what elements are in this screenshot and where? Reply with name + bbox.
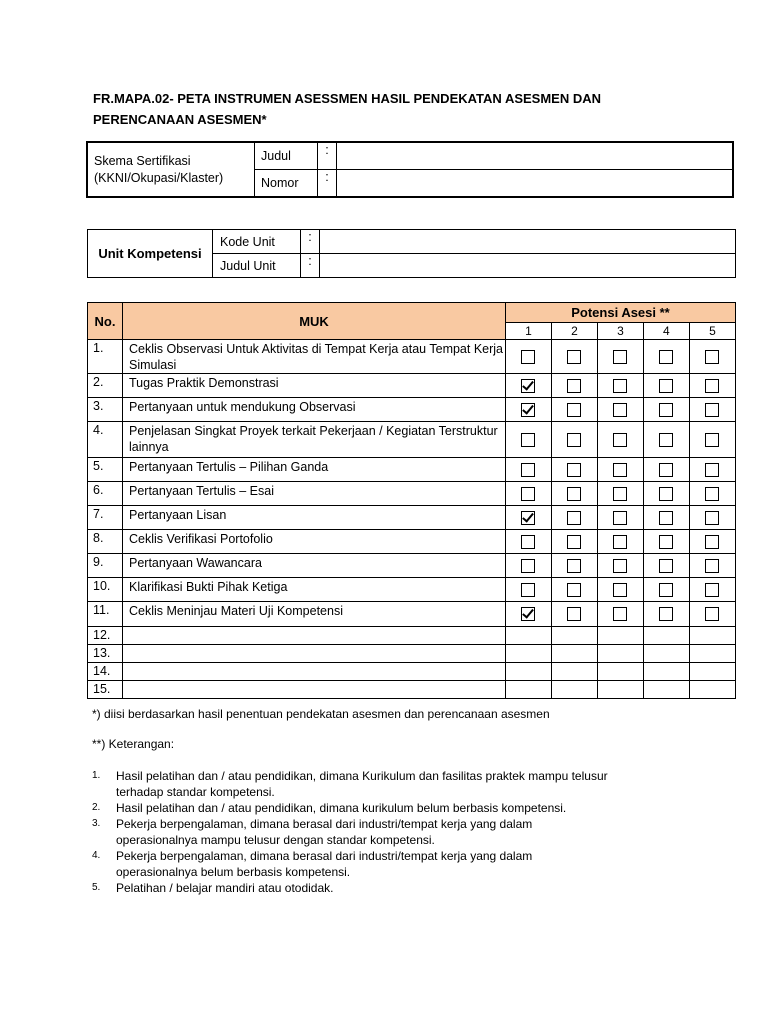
potensi-checkbox-1[interactable] bbox=[521, 433, 535, 447]
potensi-checkbox-3[interactable] bbox=[613, 559, 627, 573]
row-number: 9. bbox=[88, 554, 123, 578]
potensi-cell bbox=[689, 645, 735, 663]
row-muk bbox=[123, 627, 506, 645]
row-number: 6. bbox=[88, 482, 123, 506]
potensi-checkbox-4[interactable] bbox=[659, 511, 673, 525]
row-muk: Ceklis Observasi Untuk Aktivitas di Tempat Kerja atau Tempat Kerja Simulasi bbox=[123, 340, 506, 374]
table-row bbox=[88, 554, 736, 578]
potensi-checkbox-2[interactable] bbox=[567, 559, 581, 573]
keterangan-text bbox=[116, 848, 532, 880]
potensi-checkbox-5[interactable] bbox=[705, 403, 719, 417]
potensi-cell bbox=[506, 374, 552, 398]
row-muk bbox=[123, 681, 506, 699]
potensi-cell bbox=[551, 663, 597, 681]
potensi-checkbox-1[interactable] bbox=[521, 511, 535, 525]
col-muk-header: MUK bbox=[123, 303, 506, 340]
potensi-cell bbox=[551, 506, 597, 530]
keterangan-text bbox=[116, 800, 566, 816]
row-muk: Pertanyaan Lisan bbox=[123, 506, 506, 530]
table-row bbox=[88, 398, 736, 422]
potensi-cell bbox=[643, 578, 689, 602]
potensi-checkbox-2[interactable] bbox=[567, 379, 581, 393]
judul-unit-colon: : bbox=[301, 254, 320, 278]
table-row bbox=[88, 627, 736, 645]
potensi-cell bbox=[506, 554, 552, 578]
keterangan-line1: Hasil pelatihan dan / atau pendidikan, dimana kurikulum belum berbasis kompetensi. bbox=[116, 801, 567, 815]
potensi-checkbox-5[interactable] bbox=[705, 487, 719, 501]
potensi-checkbox-1[interactable] bbox=[521, 403, 535, 417]
potensi-checkbox-1[interactable] bbox=[521, 559, 535, 573]
potensi-cell bbox=[643, 482, 689, 506]
judul-colon: : bbox=[318, 142, 337, 170]
potensi-cell bbox=[597, 627, 643, 645]
potensi-cell bbox=[597, 530, 643, 554]
row-muk: Pertanyaan Tertulis – Esai bbox=[123, 482, 506, 506]
judul-field[interactable] bbox=[337, 142, 734, 170]
potensi-checkbox-4[interactable] bbox=[659, 583, 673, 597]
potensi-checkbox-5[interactable] bbox=[705, 379, 719, 393]
potensi-checkbox-2[interactable] bbox=[567, 433, 581, 447]
form-title bbox=[93, 88, 653, 130]
potensi-cell bbox=[643, 506, 689, 530]
potensi-cell bbox=[689, 340, 735, 374]
potensi-checkbox-4[interactable] bbox=[659, 559, 673, 573]
keterangan-text bbox=[116, 768, 608, 800]
row-number: 2. bbox=[88, 374, 123, 398]
potensi-checkbox-4[interactable] bbox=[659, 463, 673, 477]
potensi-cell bbox=[643, 554, 689, 578]
keterangan-line1: Pelatihan / belajar mandiri atau otodidak. bbox=[116, 881, 334, 895]
potensi-cell bbox=[689, 554, 735, 578]
table-row bbox=[88, 578, 736, 602]
form-title-line2: PERENCANAAN ASESMEN* bbox=[93, 112, 267, 127]
schema-label bbox=[87, 142, 255, 197]
potensi-checkbox-4[interactable] bbox=[659, 607, 673, 621]
schema-label-line2: (KKNI/Okupasi/Klaster) bbox=[94, 170, 224, 185]
potensi-cell bbox=[551, 530, 597, 554]
keterangan-item bbox=[92, 800, 692, 816]
potensi-checkbox-2[interactable] bbox=[567, 535, 581, 549]
potensi-cell bbox=[689, 482, 735, 506]
keterangan-item bbox=[92, 848, 692, 880]
keterangan-line1: Hasil pelatihan dan / atau pendidikan, dimana Kurikulum dan fasilitas praktek mampu telusur bbox=[116, 769, 608, 783]
potensi-cell bbox=[643, 458, 689, 482]
row-muk: Tugas Praktik Demonstrasi bbox=[123, 374, 506, 398]
table-row bbox=[88, 374, 736, 398]
table-row bbox=[88, 663, 736, 681]
potensi-cell bbox=[551, 340, 597, 374]
potensi-checkbox-2[interactable] bbox=[567, 350, 581, 364]
row-number: 13. bbox=[88, 645, 123, 663]
table-row bbox=[88, 506, 736, 530]
potensi-cell bbox=[551, 422, 597, 458]
potensi-checkbox-3[interactable] bbox=[613, 379, 627, 393]
row-muk: Pertanyaan untuk mendukung Observasi bbox=[123, 398, 506, 422]
muk-table bbox=[87, 302, 736, 699]
potensi-checkbox-3[interactable] bbox=[613, 403, 627, 417]
nomor-label: Nomor bbox=[255, 170, 318, 198]
potensi-checkbox-5[interactable] bbox=[705, 350, 719, 364]
potensi-cell bbox=[597, 374, 643, 398]
row-number: 8. bbox=[88, 530, 123, 554]
potensi-cell bbox=[551, 398, 597, 422]
potensi-cell bbox=[689, 374, 735, 398]
potensi-cell bbox=[689, 398, 735, 422]
nomor-field[interactable] bbox=[337, 170, 734, 198]
judul-label: Judul bbox=[255, 142, 318, 170]
potensi-checkbox-4[interactable] bbox=[659, 487, 673, 501]
row-number: 11. bbox=[88, 602, 123, 627]
potensi-cell bbox=[506, 602, 552, 627]
potensi-cell bbox=[689, 663, 735, 681]
potensi-cell bbox=[506, 458, 552, 482]
potensi-cell bbox=[597, 578, 643, 602]
row-number: 14. bbox=[88, 663, 123, 681]
keterangan-text bbox=[116, 816, 532, 848]
potensi-checkbox-2[interactable] bbox=[567, 487, 581, 501]
potensi-cell bbox=[643, 627, 689, 645]
potensi-checkbox-1[interactable] bbox=[521, 583, 535, 597]
potensi-cell bbox=[506, 482, 552, 506]
potensi-cell bbox=[506, 663, 552, 681]
potensi-cell bbox=[643, 530, 689, 554]
potensi-checkbox-1[interactable] bbox=[521, 463, 535, 477]
potensi-cell bbox=[506, 578, 552, 602]
potensi-checkbox-4[interactable] bbox=[659, 350, 673, 364]
judul-unit-label: Judul Unit bbox=[213, 254, 301, 278]
level-header-3: 3 bbox=[597, 323, 643, 340]
level-header-5: 5 bbox=[689, 323, 735, 340]
potensi-checkbox-3[interactable] bbox=[613, 583, 627, 597]
potensi-cell bbox=[597, 554, 643, 578]
form-title-line1: FR.MAPA.02- PETA INSTRUMEN ASESSMEN HASIL PENDEKATAN ASESMEN DAN bbox=[93, 91, 602, 106]
potensi-cell bbox=[551, 374, 597, 398]
level-header-4: 4 bbox=[643, 323, 689, 340]
potensi-checkbox-2[interactable] bbox=[567, 583, 581, 597]
potensi-checkbox-5[interactable] bbox=[705, 583, 719, 597]
potensi-checkbox-1[interactable] bbox=[521, 487, 535, 501]
keterangan-line1: Pekerja berpengalaman, dimana berasal dari industri/tempat kerja yang dalam bbox=[116, 817, 533, 831]
potensi-cell bbox=[643, 663, 689, 681]
potensi-cell bbox=[597, 663, 643, 681]
row-number: 1. bbox=[88, 340, 123, 374]
potensi-checkbox-1[interactable] bbox=[521, 607, 535, 621]
table-row bbox=[88, 681, 736, 699]
potensi-cell bbox=[643, 398, 689, 422]
table-row bbox=[88, 645, 736, 663]
keterangan-number: 1. bbox=[92, 770, 101, 781]
potensi-cell bbox=[506, 422, 552, 458]
col-no-header: No. bbox=[88, 303, 123, 340]
potensi-checkbox-3[interactable] bbox=[613, 463, 627, 477]
row-number: 3. bbox=[88, 398, 123, 422]
keterangan-list bbox=[92, 768, 692, 896]
row-number: 10. bbox=[88, 578, 123, 602]
table-row bbox=[88, 530, 736, 554]
potensi-cell bbox=[689, 506, 735, 530]
table-row bbox=[88, 482, 736, 506]
potensi-checkbox-1[interactable] bbox=[521, 350, 535, 364]
potensi-cell bbox=[597, 398, 643, 422]
potensi-cell bbox=[597, 340, 643, 374]
potensi-cell bbox=[643, 681, 689, 699]
potensi-checkbox-4[interactable] bbox=[659, 403, 673, 417]
potensi-cell bbox=[506, 627, 552, 645]
keterangan-item bbox=[92, 880, 692, 896]
row-muk: Pertanyaan Tertulis – Pilihan Ganda bbox=[123, 458, 506, 482]
potensi-checkbox-3[interactable] bbox=[613, 511, 627, 525]
footnote-keterangan: **) Keterangan: bbox=[92, 737, 175, 751]
keterangan-item bbox=[92, 768, 692, 800]
table-row bbox=[88, 602, 736, 627]
potensi-cell bbox=[506, 340, 552, 374]
potensi-cell bbox=[643, 645, 689, 663]
potensi-cell bbox=[689, 681, 735, 699]
potensi-cell bbox=[506, 398, 552, 422]
table-row bbox=[88, 458, 736, 482]
potensi-cell bbox=[597, 458, 643, 482]
potensi-cell bbox=[689, 602, 735, 627]
potensi-checkbox-4[interactable] bbox=[659, 379, 673, 393]
potensi-checkbox-5[interactable] bbox=[705, 433, 719, 447]
potensi-cell bbox=[551, 645, 597, 663]
potensi-cell bbox=[551, 602, 597, 627]
schema-table bbox=[86, 141, 734, 198]
potensi-checkbox-5[interactable] bbox=[705, 511, 719, 525]
potensi-checkbox-3[interactable] bbox=[613, 487, 627, 501]
potensi-cell bbox=[689, 530, 735, 554]
judul-unit-field[interactable] bbox=[320, 254, 736, 278]
row-number: 4. bbox=[88, 422, 123, 458]
potensi-cell bbox=[597, 645, 643, 663]
potensi-checkbox-3[interactable] bbox=[613, 607, 627, 621]
row-muk: Klarifikasi Bukti Pihak Ketiga bbox=[123, 578, 506, 602]
potensi-cell bbox=[597, 422, 643, 458]
kode-unit-label: Kode Unit bbox=[213, 230, 301, 254]
schema-label-line1: Skema Sertifikasi bbox=[94, 153, 191, 168]
potensi-checkbox-1[interactable] bbox=[521, 535, 535, 549]
keterangan-line1: Pekerja berpengalaman, dimana berasal dari industri/tempat kerja yang dalam bbox=[116, 849, 533, 863]
table-row bbox=[88, 422, 736, 458]
level-header-2: 2 bbox=[551, 323, 597, 340]
kode-unit-field[interactable] bbox=[320, 230, 736, 254]
potensi-cell bbox=[643, 374, 689, 398]
potensi-cell bbox=[597, 506, 643, 530]
kode-unit-colon: : bbox=[301, 230, 320, 254]
keterangan-line2: terhadap standar kompetensi. bbox=[116, 785, 275, 799]
row-muk: Pertanyaan Wawancara bbox=[123, 554, 506, 578]
potensi-cell bbox=[597, 681, 643, 699]
potensi-checkbox-1[interactable] bbox=[521, 379, 535, 393]
footnote-asterisk: *) diisi berdasarkan hasil penentuan pendekatan asesmen dan perencanaan asesmen bbox=[92, 707, 550, 721]
potensi-checkbox-4[interactable] bbox=[659, 535, 673, 549]
potensi-cell bbox=[506, 506, 552, 530]
potensi-cell bbox=[551, 554, 597, 578]
potensi-checkbox-5[interactable] bbox=[705, 535, 719, 549]
potensi-cell bbox=[689, 578, 735, 602]
potensi-cell bbox=[643, 340, 689, 374]
potensi-cell bbox=[506, 681, 552, 699]
potensi-checkbox-2[interactable] bbox=[567, 403, 581, 417]
potensi-cell bbox=[643, 422, 689, 458]
potensi-cell bbox=[551, 578, 597, 602]
keterangan-number: 5. bbox=[92, 882, 101, 893]
keterangan-line2: operasionalnya belum berbasis kompetensi. bbox=[116, 865, 351, 879]
potensi-cell bbox=[597, 602, 643, 627]
potensi-cell bbox=[597, 482, 643, 506]
potensi-checkbox-5[interactable] bbox=[705, 559, 719, 573]
row-muk: Penjelasan Singkat Proyek terkait Pekerjaan / Kegiatan Terstruktur lainnya bbox=[123, 422, 506, 458]
potensi-cell bbox=[551, 627, 597, 645]
row-muk: Ceklis Meninjau Materi Uji Kompetensi bbox=[123, 602, 506, 627]
row-muk bbox=[123, 645, 506, 663]
row-number: 5. bbox=[88, 458, 123, 482]
table-row bbox=[88, 340, 736, 374]
potensi-checkbox-3[interactable] bbox=[613, 535, 627, 549]
potensi-cell bbox=[551, 681, 597, 699]
potensi-checkbox-2[interactable] bbox=[567, 607, 581, 621]
potensi-cell bbox=[689, 627, 735, 645]
keterangan-line2: operasionalnya mampu telusur dengan standar kompetensi. bbox=[116, 833, 435, 847]
row-number: 15. bbox=[88, 681, 123, 699]
potensi-cell bbox=[689, 422, 735, 458]
potensi-cell bbox=[689, 458, 735, 482]
keterangan-number: 4. bbox=[92, 850, 101, 861]
keterangan-number: 2. bbox=[92, 802, 101, 813]
potensi-checkbox-4[interactable] bbox=[659, 433, 673, 447]
potensi-cell bbox=[506, 645, 552, 663]
row-muk bbox=[123, 663, 506, 681]
potensi-checkbox-5[interactable] bbox=[705, 607, 719, 621]
potensi-cell bbox=[551, 458, 597, 482]
row-number: 7. bbox=[88, 506, 123, 530]
col-potensi-header: Potensi Asesi ** bbox=[506, 303, 736, 323]
potensi-checkbox-2[interactable] bbox=[567, 463, 581, 477]
potensi-cell bbox=[551, 482, 597, 506]
row-muk: Ceklis Verifikasi Portofolio bbox=[123, 530, 506, 554]
row-number: 12. bbox=[88, 627, 123, 645]
keterangan-item bbox=[92, 816, 692, 848]
unit-table bbox=[87, 229, 736, 278]
unit-label: Unit Kompetensi bbox=[88, 230, 213, 278]
potensi-checkbox-3[interactable] bbox=[613, 350, 627, 364]
potensi-checkbox-2[interactable] bbox=[567, 511, 581, 525]
potensi-cell bbox=[506, 530, 552, 554]
nomor-colon: : bbox=[318, 170, 337, 198]
potensi-checkbox-5[interactable] bbox=[705, 463, 719, 477]
potensi-checkbox-3[interactable] bbox=[613, 433, 627, 447]
keterangan-number: 3. bbox=[92, 818, 101, 829]
keterangan-text bbox=[116, 880, 333, 896]
level-header-1: 1 bbox=[506, 323, 552, 340]
potensi-cell bbox=[643, 602, 689, 627]
